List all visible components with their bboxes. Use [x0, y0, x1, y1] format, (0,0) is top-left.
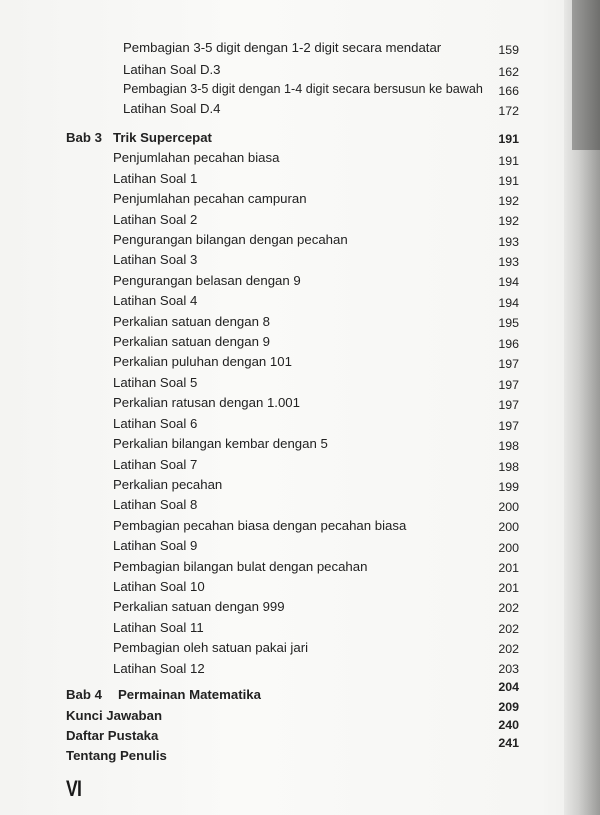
toc-item-title: Pembagian pecahan biasa dengan pecahan biasa — [113, 518, 407, 533]
chapter-title-bab4: Permainan Matematika — [118, 687, 261, 702]
toc-item-page: 197 — [498, 398, 519, 412]
toc-item-page: 191 — [498, 154, 519, 168]
toc-end-item-page: 209 — [498, 700, 519, 714]
toc-item-page: 162 — [498, 65, 519, 79]
toc-item-title: Latihan Soal 10 — [113, 579, 205, 594]
toc-item-page: 197 — [498, 357, 519, 371]
toc-item-page: 197 — [498, 378, 519, 392]
toc-item-title: Latihan Soal 11 — [113, 620, 204, 635]
toc-item-page: 200 — [498, 541, 519, 555]
toc-item-page: 194 — [498, 296, 519, 310]
toc-item-page: 166 — [498, 84, 519, 98]
toc-item-page: 201 — [498, 581, 519, 595]
toc-item-title: Latihan Soal D.3 — [123, 62, 221, 77]
toc-item-title: Perkalian satuan dengan 9 — [113, 334, 270, 349]
chapter-title-bab3: Trik Supercepat — [113, 130, 212, 145]
toc-item-title: Latihan Soal 4 — [113, 293, 198, 308]
toc-item-title: Latihan Soal 12 — [113, 661, 205, 676]
chapter-page-bab3: 191 — [498, 132, 519, 146]
toc-item-page: 200 — [498, 520, 519, 534]
toc-item-title: Latihan Soal 5 — [113, 375, 198, 390]
chapter-label-bab4: Bab 4 — [66, 687, 102, 702]
page-number: VI — [66, 776, 82, 801]
toc-item-page: 192 — [498, 194, 519, 208]
toc-item-page: 194 — [498, 275, 519, 289]
toc-item-page: 197 — [498, 419, 519, 433]
toc-item-page: 196 — [498, 337, 519, 351]
toc-item-page: 202 — [498, 642, 519, 656]
toc-item-title: Latihan Soal 1 — [113, 171, 198, 186]
toc-item-title: Latihan Soal 2 — [113, 212, 198, 227]
toc-end-item-title: Tentang Penulis — [66, 748, 167, 763]
chapter-page-bab4: 204 — [498, 680, 519, 694]
toc-item-page: 203 — [498, 662, 519, 676]
toc-item-page: 192 — [498, 214, 519, 228]
toc-item-title: Latihan Soal 6 — [113, 416, 198, 431]
toc-item-title: Perkalian satuan dengan 999 — [113, 599, 285, 614]
toc-item-page: 202 — [498, 601, 519, 615]
chapter-label-bab3: Bab 3 — [66, 130, 102, 145]
toc-item-page: 172 — [498, 104, 519, 118]
toc-item-title: Latihan Soal 8 — [113, 497, 198, 512]
toc-item-page: 201 — [498, 561, 519, 575]
toc-end-item-title: Daftar Pustaka — [66, 728, 159, 743]
toc-item-title: Perkalian satuan dengan 8 — [113, 314, 270, 329]
toc-item-page: 193 — [498, 255, 519, 269]
toc-item-title: Penjumlahan pecahan biasa — [113, 150, 280, 165]
toc-item-page: 195 — [498, 316, 519, 330]
toc-item-title: Pembagian 3-5 digit dengan 1-2 digit secara mendatar — [123, 40, 442, 55]
toc-item-title: Latihan Soal 9 — [113, 538, 198, 553]
toc-item-title: Pembagian bilangan bulat dengan pecahan — [113, 559, 368, 574]
page-edge-tab — [572, 0, 600, 150]
toc-item-title: Perkalian pecahan — [113, 477, 223, 492]
toc-item-title: Latihan Soal 3 — [113, 252, 198, 267]
toc-item-title: Perkalian puluhan dengan 101 — [113, 354, 292, 369]
toc-end-item-title: Kunci Jawaban — [66, 708, 163, 723]
toc-item-title: Pembagian 3-5 digit dengan 1-4 digit secara bersusun ke bawah — [123, 82, 483, 96]
toc-item-page: 198 — [498, 439, 519, 453]
toc-item-page: 191 — [498, 174, 519, 188]
toc-item-page: 193 — [498, 235, 519, 249]
toc-end-item-page: 241 — [498, 736, 519, 750]
toc-item-title: Penjumlahan pecahan campuran — [113, 191, 307, 206]
toc-item-title: Pengurangan belasan dengan 9 — [113, 273, 301, 288]
toc-item-title: Pengurangan bilangan dengan pecahan — [113, 232, 348, 247]
toc-item-title: Perkalian bilangan kembar dengan 5 — [113, 436, 328, 451]
toc-end-item-page: 240 — [498, 718, 519, 732]
toc-item-title: Latihan Soal D.4 — [123, 101, 221, 116]
toc-item-page: 198 — [498, 460, 519, 474]
toc-item-title: Pembagian oleh satuan pakai jari — [113, 640, 309, 655]
toc-item-page: 202 — [498, 622, 519, 636]
toc-item-title: Latihan Soal 7 — [113, 457, 198, 472]
toc-item-page: 200 — [498, 500, 519, 514]
toc-item-page: 199 — [498, 480, 519, 494]
toc-item-title: Perkalian ratusan dengan 1.001 — [113, 395, 300, 410]
toc-item-page: 159 — [498, 43, 519, 57]
